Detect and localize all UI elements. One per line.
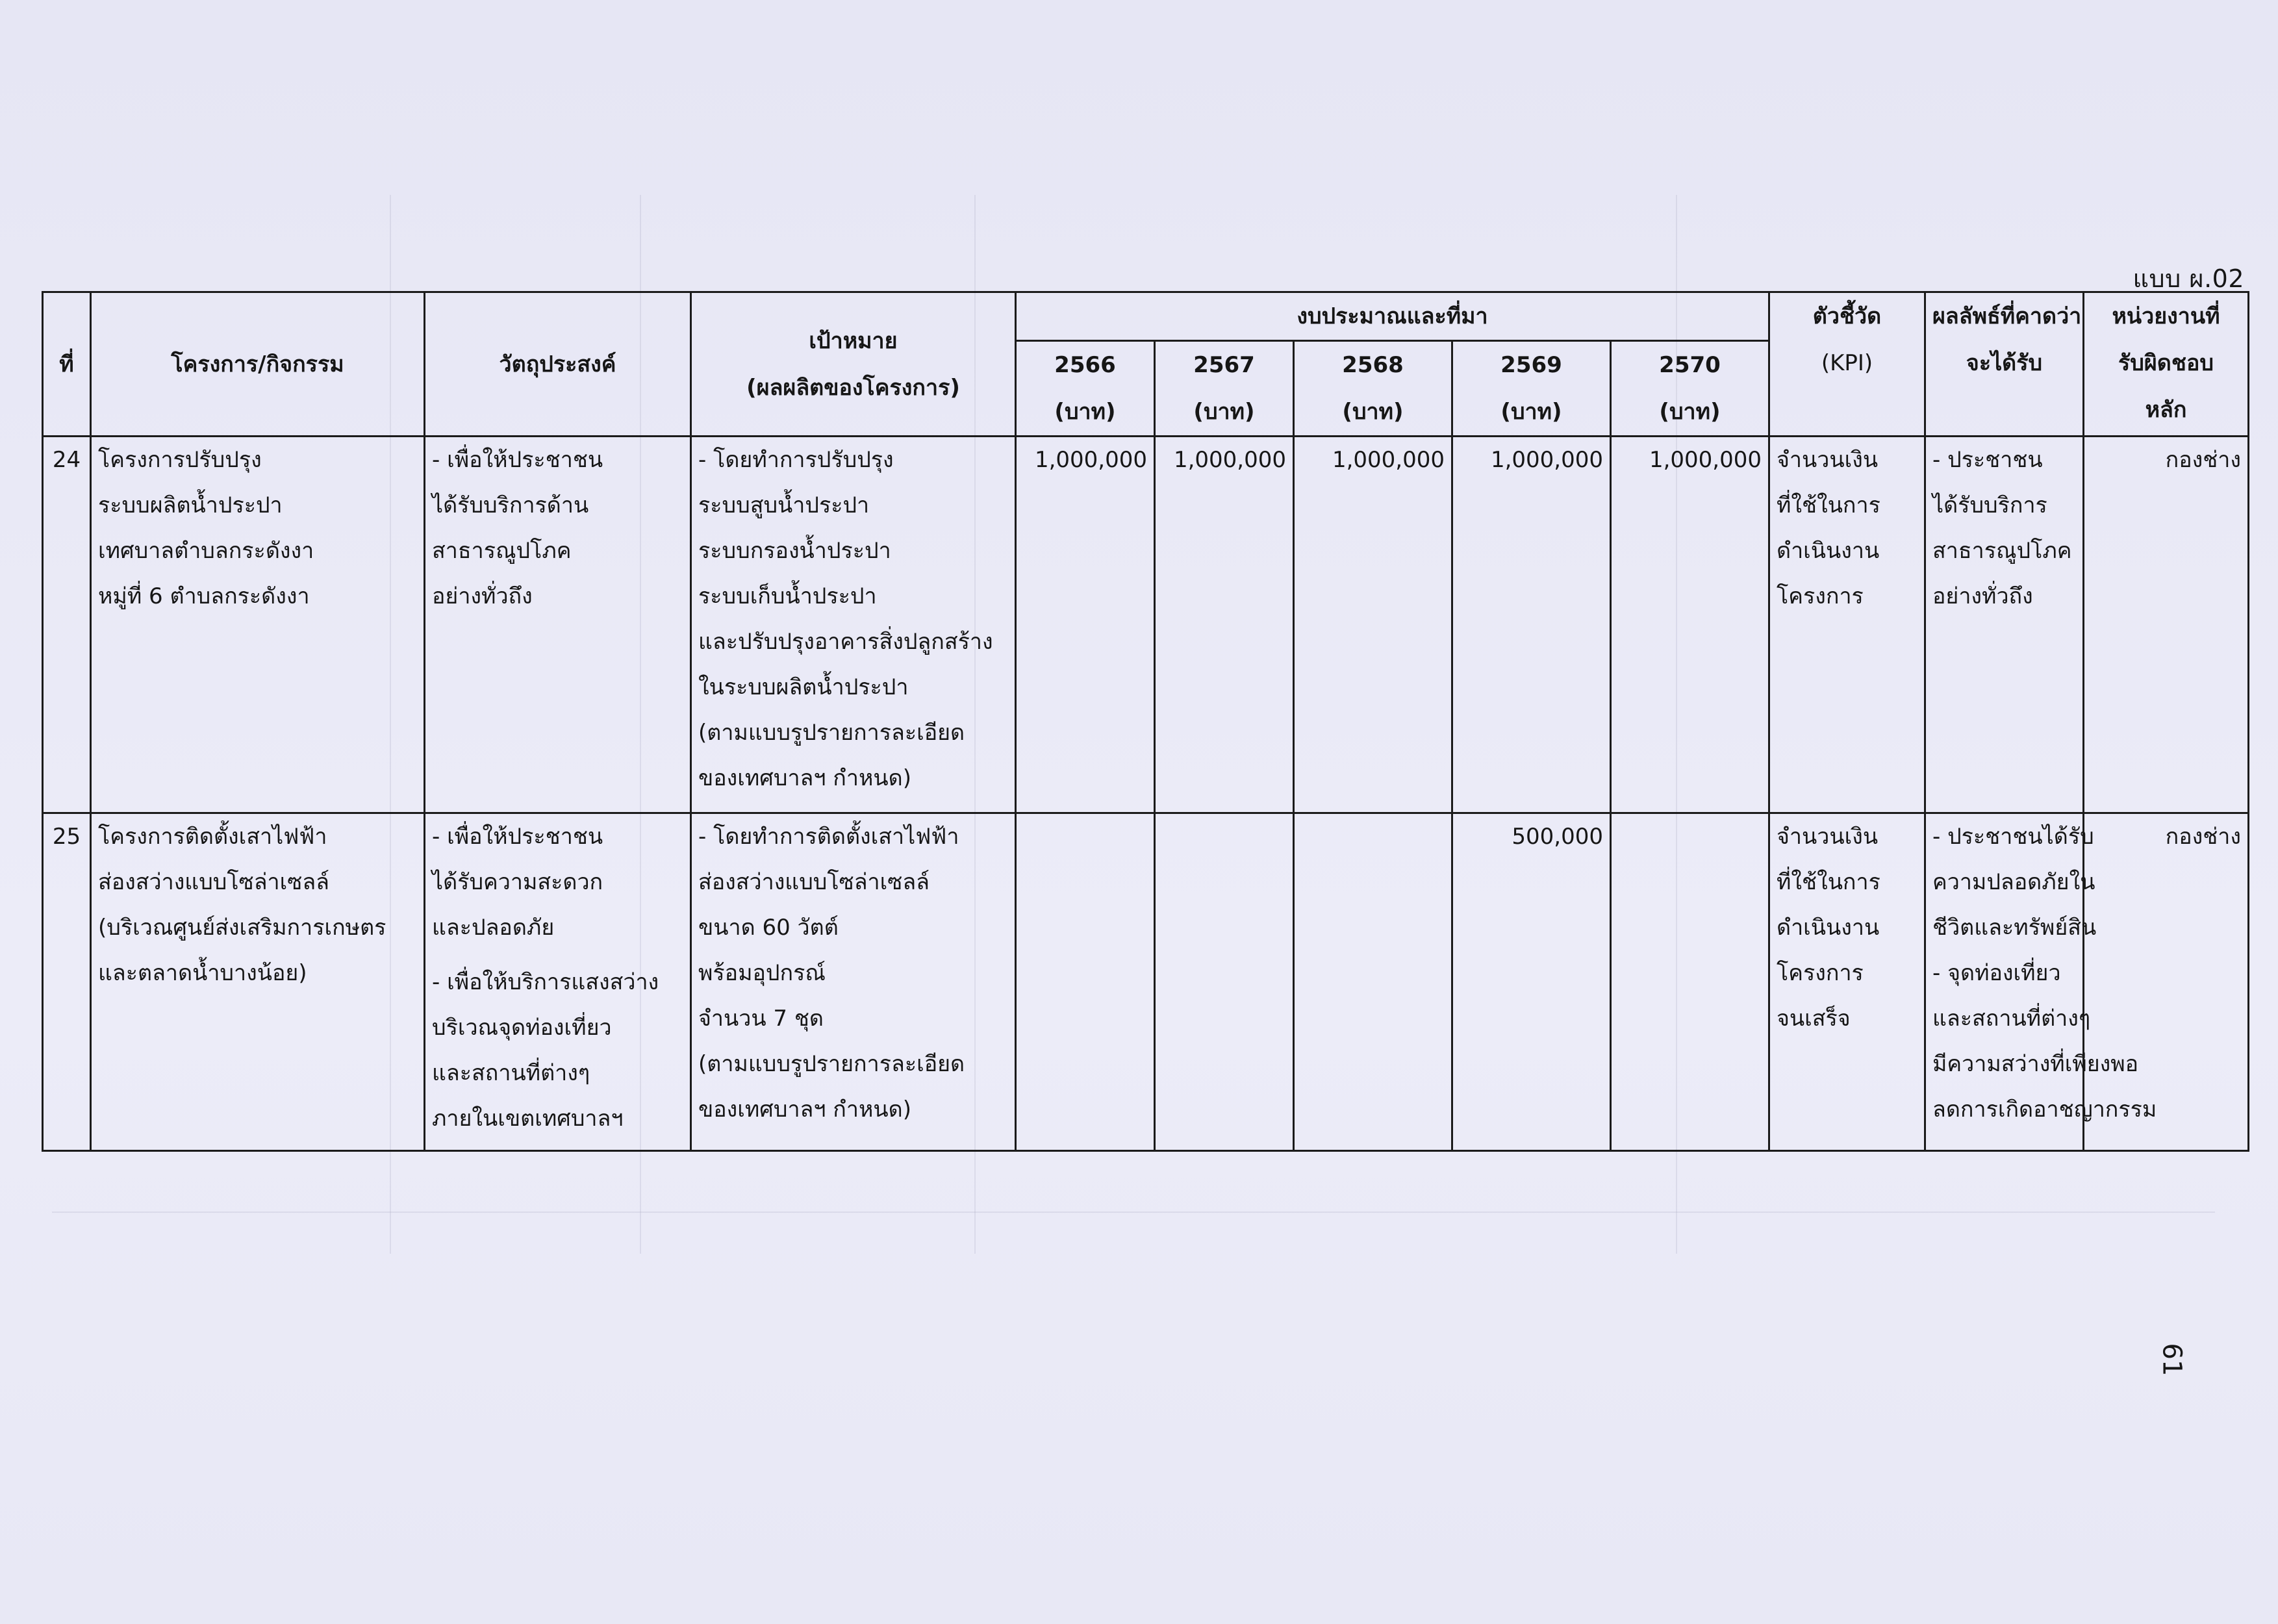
budget-cell: 1,000,000 xyxy=(1452,437,1611,813)
project-line: เทศบาลตำบลกระดังงา xyxy=(98,538,314,564)
result-line: มีความสว่างที่เพียงพอ xyxy=(1932,1051,2139,1077)
responsible-unit-cell: กองช่าง xyxy=(2084,437,2249,813)
objective-line: และสถานที่ต่างๆ xyxy=(432,1060,590,1086)
budget-cell: 1,000,000 xyxy=(1016,437,1155,813)
objective-line: - เพื่อให้ประชาชน xyxy=(432,447,603,473)
year-unit: (บาท) xyxy=(1193,399,1255,425)
budget-cell: 1,000,000 xyxy=(1155,437,1294,813)
target-line: จำนวน 7 ชุด xyxy=(698,1006,824,1032)
year-label: 2567 xyxy=(1193,352,1255,378)
budget-cell xyxy=(1016,813,1155,1151)
year-label: 2566 xyxy=(1054,352,1116,378)
header-year xyxy=(1016,341,1155,437)
result-line: และสถานที่ต่างๆ xyxy=(1932,1006,2091,1032)
result-line: ลดการเกิดอาชญากรรม xyxy=(1932,1097,2157,1123)
form-code: แบบ ผ.02 xyxy=(2132,264,2244,293)
target-line: (ตามแบบรูปรายการละเอียด xyxy=(698,720,965,746)
objective-cell xyxy=(425,437,691,813)
header-year xyxy=(1155,341,1294,437)
objective-line: บริเวณจุดท่องเที่ยว xyxy=(432,1015,612,1041)
target-line: ส่องสว่างแบบโซล่าเซลล์ xyxy=(698,869,930,895)
target-line: ขนาด 60 วัตต์ xyxy=(698,915,839,941)
show-through-line xyxy=(52,1212,2215,1213)
project-line: ส่องสว่างแบบโซล่าเซลล์ xyxy=(98,869,330,895)
target-line: ระบบสูบน้ำประปา xyxy=(698,492,870,518)
table-row xyxy=(43,437,2249,813)
result-cell xyxy=(1925,813,2157,1151)
target-line: - โดยทำการติดตั้งเสาไฟฟ้า xyxy=(698,824,959,850)
objective-line: - เพื่อให้ประชาชน xyxy=(432,824,603,850)
target-line: (ตามแบบรูปรายการละเอียด xyxy=(698,1051,965,1077)
year-label: 2569 xyxy=(1500,352,1562,378)
result-line: - จุดท่องเที่ยว xyxy=(1932,960,2061,986)
header-unit-line: รับผิดชอบ xyxy=(2118,350,2214,376)
objective-line: และปลอดภัย xyxy=(432,915,555,941)
header-kpi-line: ตัวชี้วัด xyxy=(1812,303,1882,329)
objective-line: สาธารณูปโภค xyxy=(432,538,572,564)
result-line: สาธารณูปโภค xyxy=(1932,538,2072,564)
header-unit-line: หลัก xyxy=(2145,397,2187,423)
year-unit: (บาท) xyxy=(1500,399,1562,425)
target-line: ในระบบผลิตน้ำประปา xyxy=(698,674,909,700)
paragraph-gap xyxy=(432,950,683,959)
project-line: หมู่ที่ 6 ตำบลกระดังงา xyxy=(98,583,310,609)
header-objective: วัตถุประสงค์ xyxy=(425,292,691,437)
header-no: ที่ xyxy=(43,292,91,437)
header-project: โครงการ/กิจกรรม xyxy=(91,292,425,437)
kpi-line: โครงการ xyxy=(1777,583,1864,609)
header-budget-group: งบประมาณและที่มา xyxy=(1016,292,1769,341)
page-number: 61 xyxy=(2157,1343,2187,1377)
row-number: 24 xyxy=(43,437,91,813)
table-row xyxy=(43,813,2249,1151)
year-label: 2568 xyxy=(1342,352,1404,378)
kpi-cell xyxy=(1769,813,1925,1151)
header-result-line: ผลลัพธ์ที่คาดว่า xyxy=(1932,303,2082,329)
target-line: ของเทศบาลฯ กำหนด) xyxy=(698,765,911,791)
project-cell xyxy=(91,437,425,813)
result-line: ความปลอดภัยใน xyxy=(1932,869,2095,895)
kpi-line: ดำเนินงาน xyxy=(1777,538,1880,564)
target-cell xyxy=(691,813,1016,1151)
project-line: โครงการติดตั้งเสาไฟฟ้า xyxy=(98,824,327,850)
year-unit: (บาท) xyxy=(1342,399,1404,425)
header-result xyxy=(1925,292,2084,437)
objective-line: ภายในเขตเทศบาลฯ xyxy=(432,1106,624,1132)
result-line: อย่างทั่วถึง xyxy=(1932,583,2033,609)
year-unit: (บาท) xyxy=(1659,399,1721,425)
header-result-line: จะได้รับ xyxy=(1966,350,2043,376)
header-target xyxy=(691,292,1016,437)
kpi-line: จนเสร็จ xyxy=(1777,1006,1851,1032)
kpi-cell xyxy=(1769,437,1925,813)
budget-cell xyxy=(1294,813,1452,1151)
budget-cell: 1,000,000 xyxy=(1611,437,1769,813)
header-responsible-unit xyxy=(2084,292,2249,437)
row-number: 25 xyxy=(43,813,91,1151)
header-year xyxy=(1452,341,1611,437)
target-line: ของเทศบาลฯ กำหนด) xyxy=(698,1097,911,1123)
header-kpi xyxy=(1769,292,1925,437)
kpi-line: ที่ใช้ในการ xyxy=(1777,869,1880,895)
objective-line: ได้รับบริการด้าน xyxy=(432,492,589,518)
target-line: และปรับปรุงอาคารสิ่งปลูกสร้าง xyxy=(698,629,993,655)
header-target-line: เป้าหมาย xyxy=(809,327,898,354)
budget-cell: 1,000,000 xyxy=(1294,437,1452,813)
year-label: 2570 xyxy=(1659,352,1721,378)
project-line: และตลาดน้ำบางน้อย) xyxy=(98,960,307,986)
kpi-line: จำนวนเงิน xyxy=(1777,824,1879,850)
result-line: ได้รับบริการ xyxy=(1932,492,2047,518)
objective-line: - เพื่อให้บริการแสงสว่าง xyxy=(432,969,659,995)
table-body xyxy=(43,437,2249,1151)
header-kpi-line: (KPI) xyxy=(1821,350,1873,376)
result-cell xyxy=(1925,437,2084,813)
header-year xyxy=(1294,341,1452,437)
objective-line: ได้รับความสะดวก xyxy=(432,869,603,895)
header-year xyxy=(1611,341,1769,437)
kpi-line: จำนวนเงิน xyxy=(1777,447,1879,473)
objective-line: อย่างทั่วถึง xyxy=(432,583,533,609)
year-unit: (บาท) xyxy=(1054,399,1116,425)
target-line: พร้อมอุปกรณ์ xyxy=(698,960,826,986)
development-plan-table xyxy=(42,291,2249,1152)
project-line: โครงการปรับปรุง xyxy=(98,447,262,473)
budget-cell xyxy=(1611,813,1769,1151)
project-line: (บริเวณศูนย์ส่งเสริมการเกษตร xyxy=(98,915,386,941)
target-cell xyxy=(691,437,1016,813)
target-line: - โดยทำการปรับปรุง xyxy=(698,447,894,473)
header-unit-line: หน่วยงานที่ xyxy=(2112,303,2220,329)
responsible-unit-cell: กองช่าง xyxy=(2084,813,2249,1151)
result-line: - ประชาชนได้รับ xyxy=(1932,824,2094,850)
table-header xyxy=(43,292,2249,437)
kpi-line: ดำเนินงาน xyxy=(1777,915,1880,941)
kpi-line: โครงการ xyxy=(1777,960,1864,986)
result-line: ชีวิตและทรัพย์สิน xyxy=(1932,915,2097,941)
project-cell xyxy=(91,813,425,1151)
result-line: - ประชาชน xyxy=(1932,447,2043,473)
target-line: ระบบเก็บน้ำประปา xyxy=(698,583,877,609)
project-line: ระบบผลิตน้ำประปา xyxy=(98,492,283,518)
target-line: ระบบกรองน้ำประปา xyxy=(698,538,891,564)
header-target-line: (ผลผลิตของโครงการ) xyxy=(746,374,960,401)
budget-cell: 500,000 xyxy=(1452,813,1611,1151)
objective-cell xyxy=(425,813,691,1151)
budget-cell xyxy=(1155,813,1294,1151)
kpi-line: ที่ใช้ในการ xyxy=(1777,492,1880,518)
